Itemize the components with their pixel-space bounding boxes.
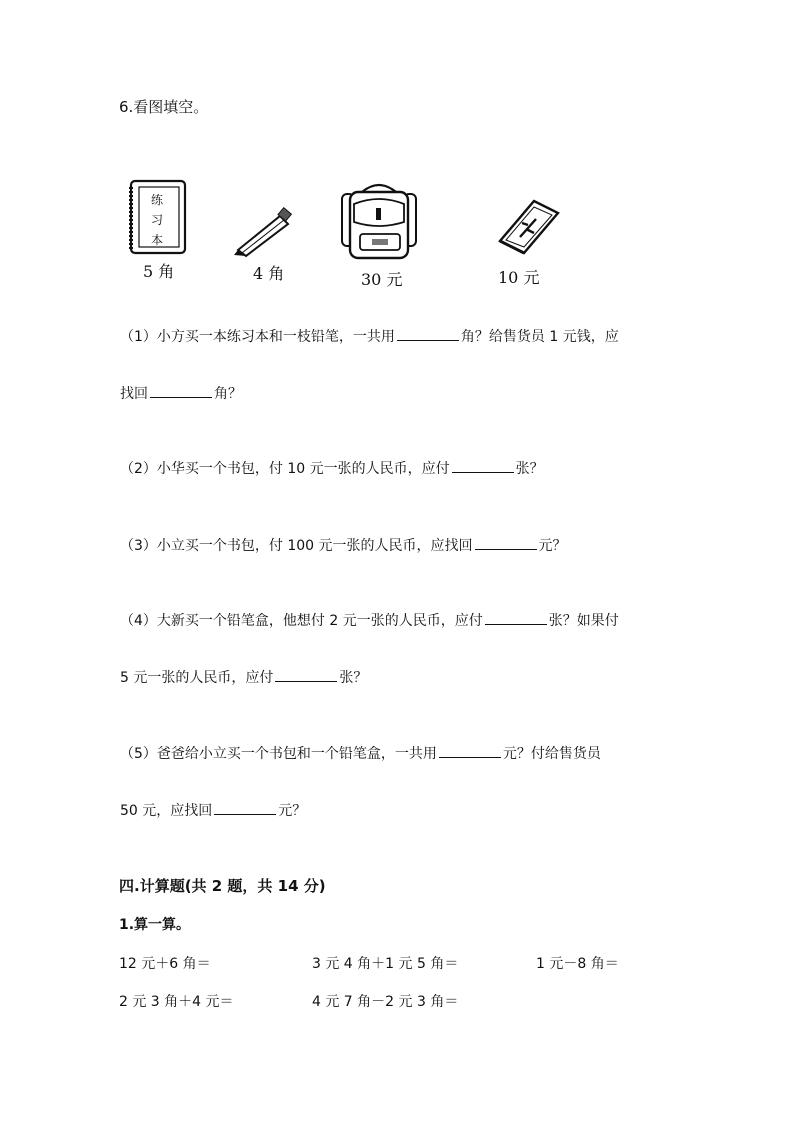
subq-1-text-a: （1）小方买一本练习本和一枝铅笔，一共用: [120, 329, 395, 345]
section-4-q1-title: 1.算一算。: [119, 917, 191, 933]
pencil-case-icon: [496, 197, 562, 257]
subq-1-line-2: [120, 383, 242, 403]
subq-1-line-1: [120, 326, 619, 346]
subq-4-text-c: 5 元一张的人民币，应付: [120, 670, 274, 686]
pencil-price: 4 角: [253, 264, 285, 283]
answer-blank[interactable]: [475, 548, 537, 550]
calc-expression: 2 元 3 角＋4 元＝: [119, 994, 234, 1010]
backpack-icon: [336, 182, 422, 262]
subq-4-line-1: [120, 610, 619, 630]
subq-2-line: [120, 458, 544, 478]
subq-4-text-a: （4）大新买一个铅笔盒，他想付 2 元一张的人民币，应付: [120, 613, 483, 629]
subq-1-text-c: 找回: [120, 386, 148, 402]
subq-4-line-2: [120, 667, 367, 687]
subq-5-text-a: （5）爸爸给小立买一个书包和一个铅笔盒，一共用: [120, 746, 437, 762]
subq-3-text-a: （3）小立买一个书包，付 100 元一张的人民币，应找回: [120, 538, 473, 554]
subq-5-text-d: 元？: [278, 803, 307, 819]
subq-5-line-2: [120, 800, 306, 820]
answer-blank[interactable]: [214, 813, 276, 815]
subq-5-line-1: [120, 743, 601, 763]
subq-5-text-b: 元？付给售货员: [502, 746, 601, 762]
calc-expression: 4 元 7 角－2 元 3 角＝: [312, 994, 459, 1010]
answer-blank[interactable]: [150, 396, 212, 398]
subq-3-line: [120, 535, 567, 555]
subq-2-text-a: （2）小华买一个书包，付 10 元一张的人民币，应付: [120, 461, 450, 477]
subq-1-text-d: 角？: [214, 386, 242, 402]
notebook-cover-char-2: 习: [151, 213, 164, 227]
subq-3-text-b: 元？: [538, 538, 567, 554]
subq-1-text-b: 角？给售货员 1 元钱，应: [460, 329, 619, 345]
subq-2-text-b: 张？: [515, 461, 544, 477]
subq-5-text-c: 50 元，应找回: [120, 803, 213, 819]
calc-expression: 1 元－8 角＝: [536, 956, 619, 972]
answer-blank[interactable]: [485, 623, 547, 625]
answer-blank[interactable]: [439, 756, 501, 758]
backpack-price: 30 元: [361, 270, 403, 289]
notebook-price: 5 角: [143, 262, 175, 281]
section-4-heading: 四.计算题(共 2 题，共 14 分): [119, 877, 326, 895]
subq-4-text-b: 张？如果付: [548, 613, 619, 629]
notebook-cover-char-3: 本: [151, 233, 164, 247]
calc-expression: 3 元 4 角＋1 元 5 角＝: [312, 956, 459, 972]
subq-4-text-d: 张？: [339, 670, 368, 686]
question-6-title: 6.看图填空。: [119, 98, 209, 116]
answer-blank[interactable]: [452, 471, 514, 473]
calc-expression: 12 元＋6 角＝: [119, 956, 211, 972]
answer-blank[interactable]: [275, 680, 337, 682]
notebook-cover-char-1: 练: [151, 193, 164, 207]
answer-blank[interactable]: [397, 339, 459, 341]
pencil-icon: [232, 208, 294, 256]
pencil-case-price: 10 元: [498, 268, 540, 287]
